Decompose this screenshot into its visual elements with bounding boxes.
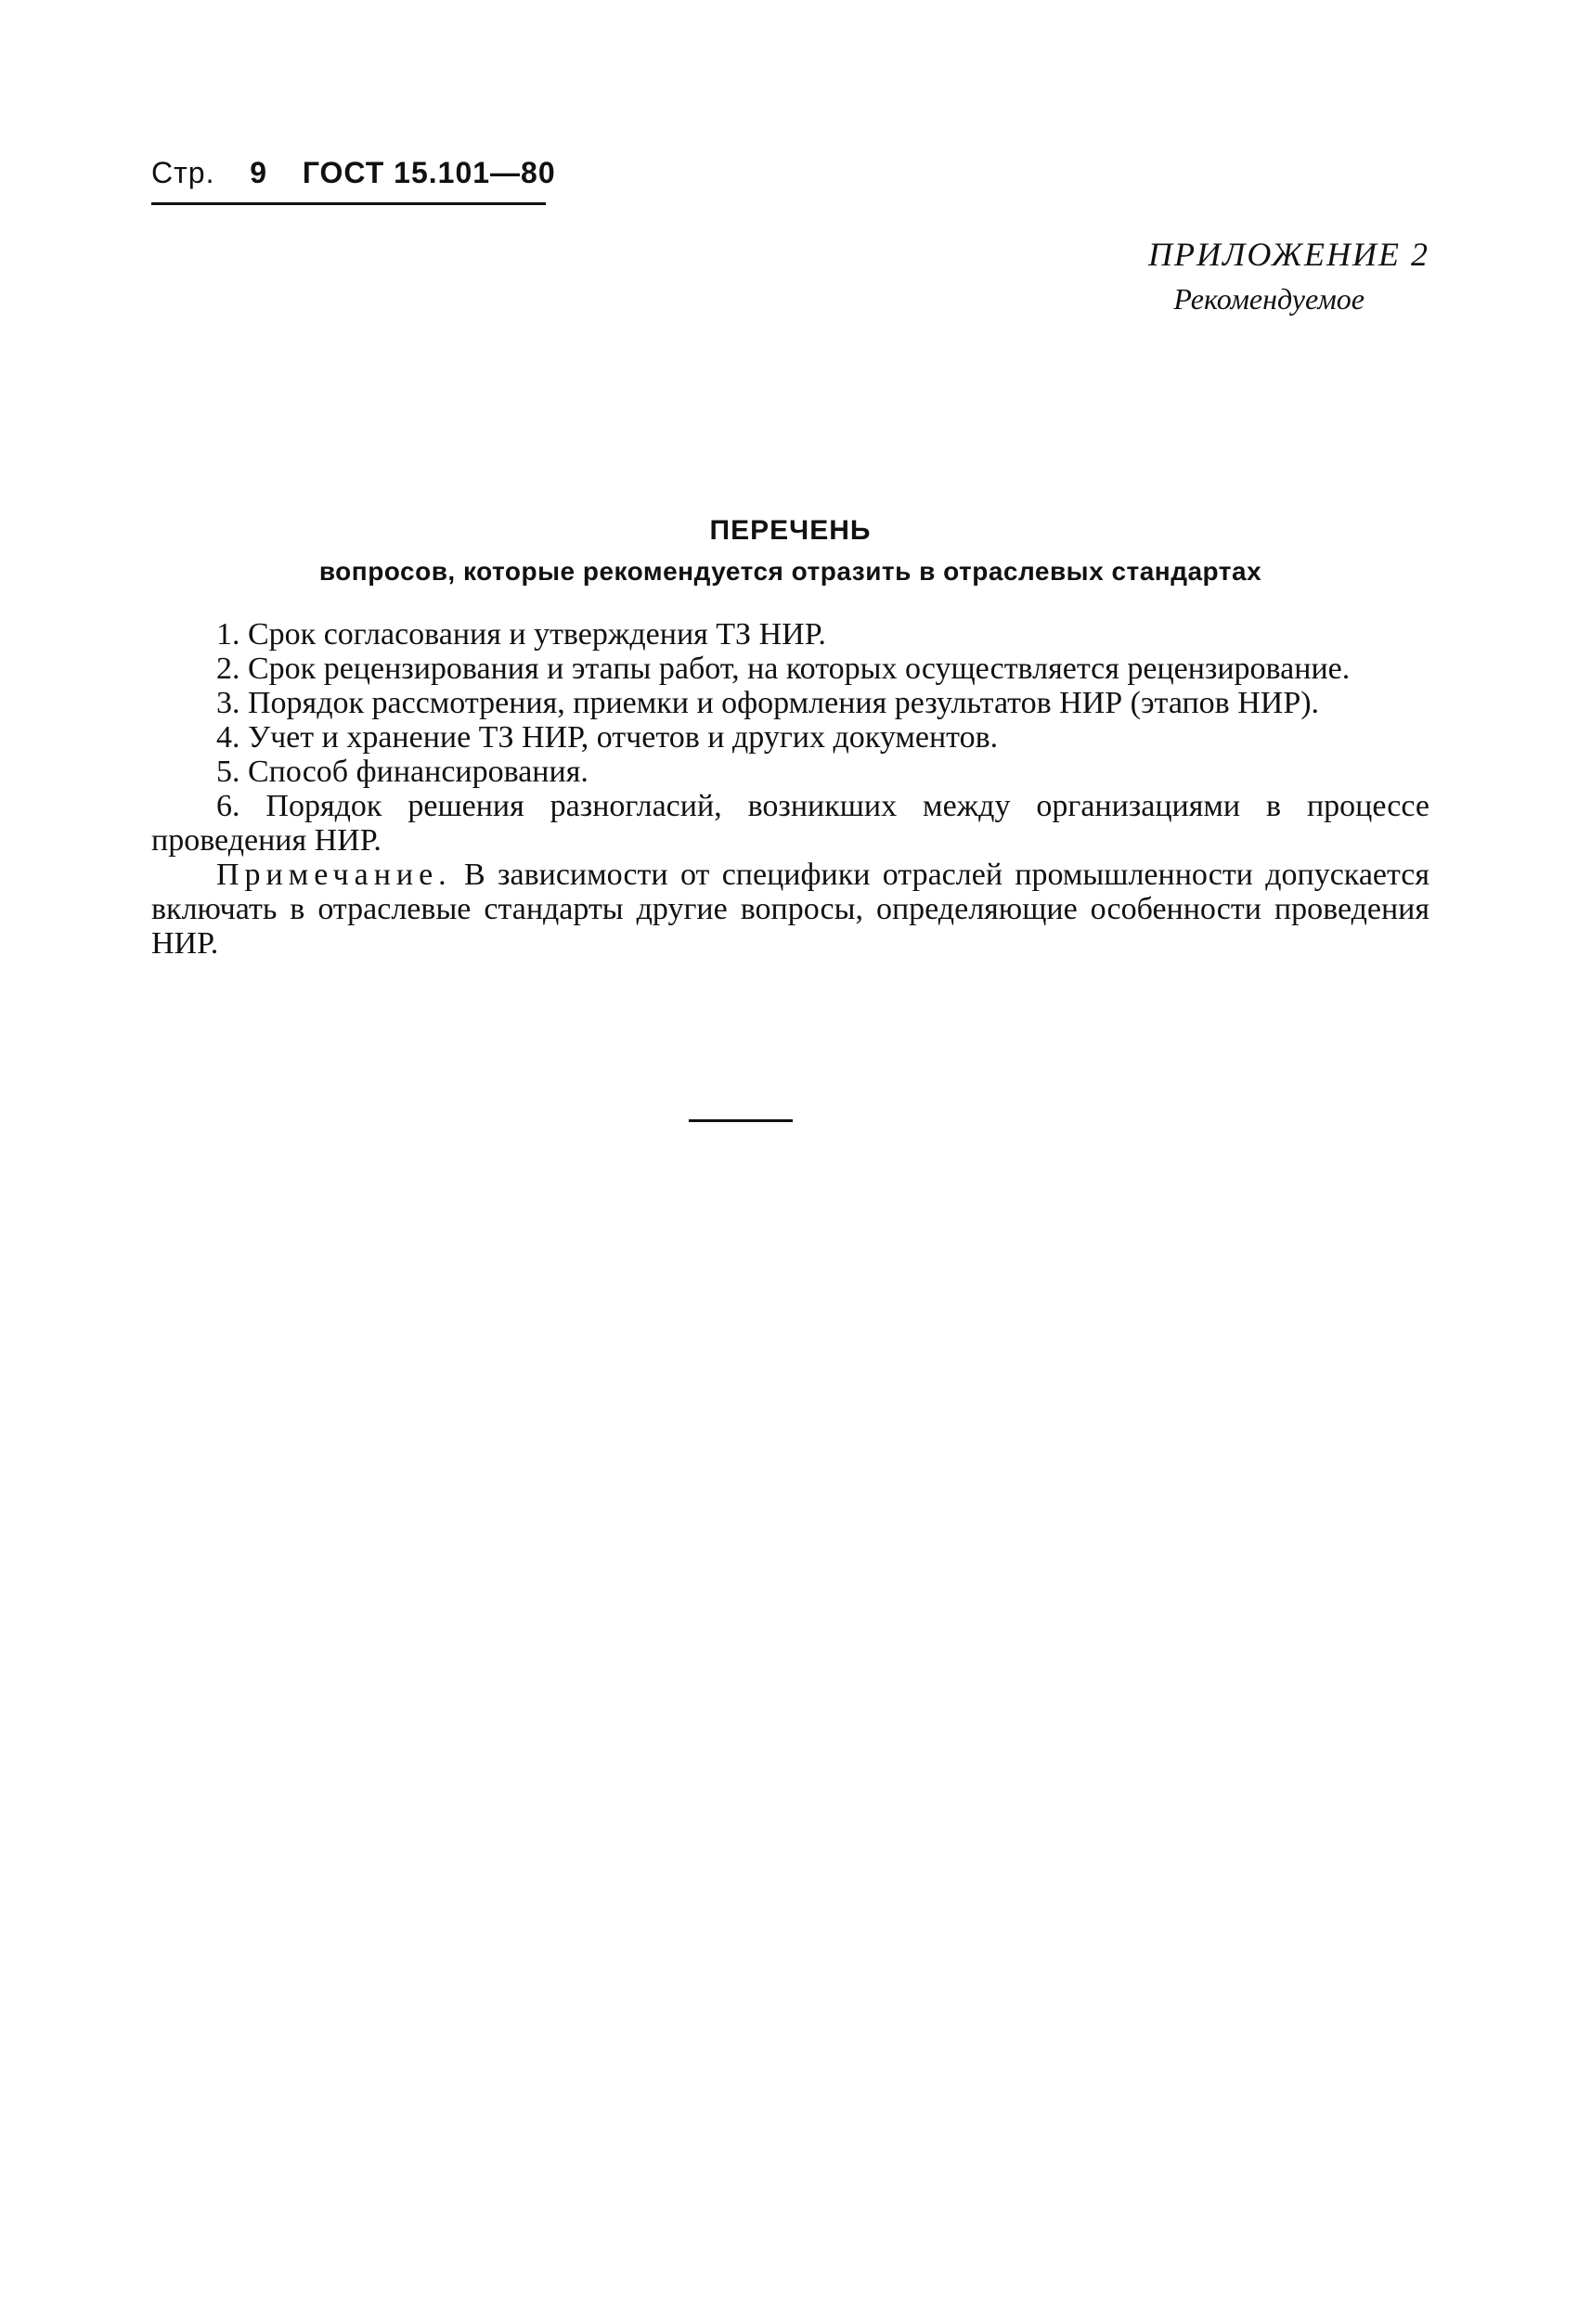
note-paragraph: [151, 858, 1429, 961]
document-subtitle: вопросов, которые рекомендуется отразить в отраслевых стандартах: [318, 557, 1262, 586]
list-item: 6. Порядок решения разногласий, возникших между организациями в процессе проведения НИР.: [151, 789, 1429, 858]
note-label: Примечание.: [216, 858, 452, 892]
appendix-title: ПРИЛОЖЕНИЕ 2: [1148, 236, 1429, 273]
document-title: ПЕРЕЧЕНЬ: [709, 515, 872, 546]
header-rule: [151, 202, 546, 205]
document-body: [151, 617, 1429, 961]
list-item: 5. Способ финансирования.: [216, 755, 589, 789]
list-item: 1. Срок согласования и утверждения ТЗ НИР.: [216, 617, 826, 652]
note-text: В зависимости от специфики отраслей промышленности допускается включать в отраслевые стандарты другие вопросы, определяющие особенности проведения НИР.: [151, 858, 1429, 961]
list-item: 3. Порядок рассмотрения, приемки и оформления результатов НИР (этапов НИР).: [216, 686, 1320, 720]
list-item: 4. Учет и хранение ТЗ НИР, отчетов и других документов.: [216, 720, 999, 755]
page-header: [151, 156, 556, 190]
appendix-block: [1148, 232, 1429, 321]
standard-designation: ГОСТ 15.101—80: [302, 156, 556, 189]
page-number: 9: [250, 156, 268, 189]
list-item: 2. Срок рецензирования и этапы работ, на которых осуществляется рецензирование.: [216, 652, 1351, 686]
end-rule: [689, 1119, 793, 1122]
page-label: Стр.: [151, 156, 215, 189]
appendix-subtitle: Рекомендуемое: [1173, 282, 1365, 316]
